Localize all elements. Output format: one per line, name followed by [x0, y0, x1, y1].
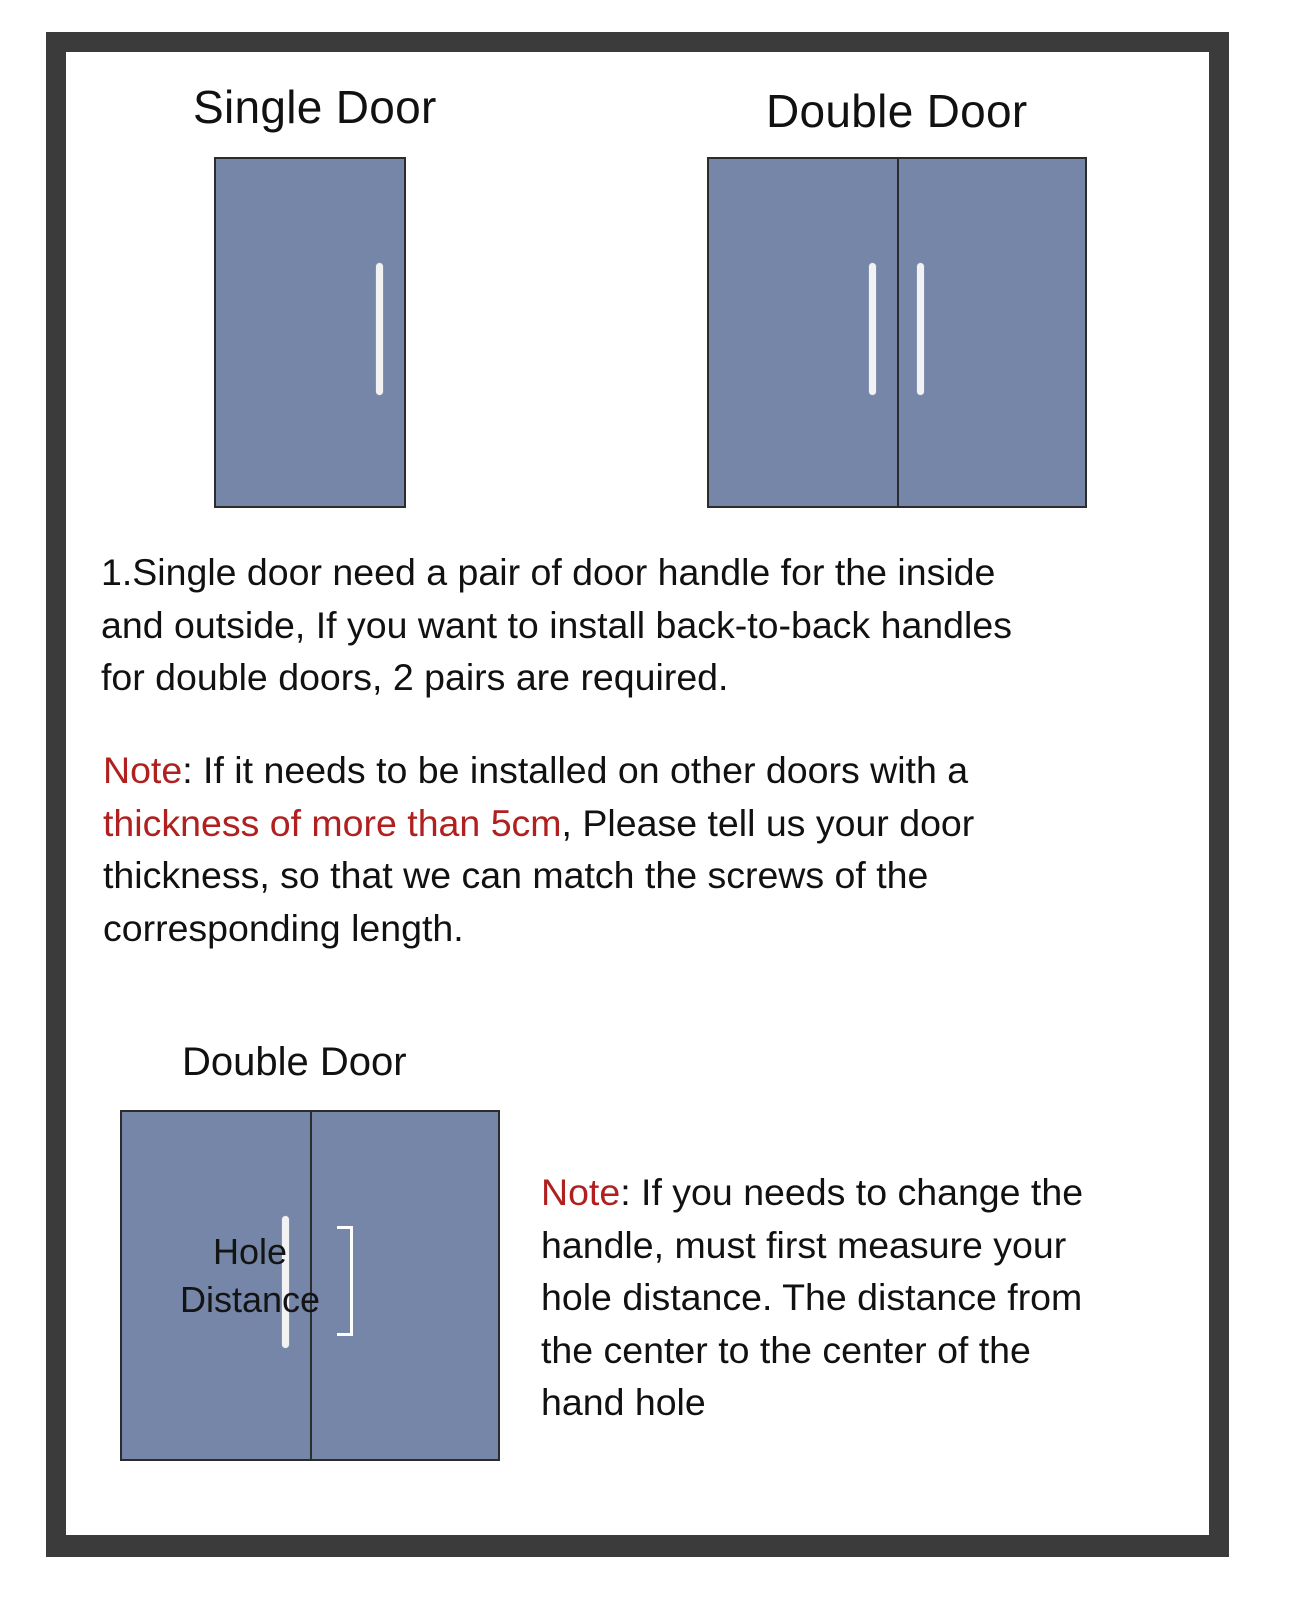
double-door-illustration — [707, 157, 1087, 508]
double-door-center-line — [897, 159, 899, 506]
thickness-note-text-1: : If it needs to be installed on other doors with a — [182, 749, 969, 791]
double-door-right-handle — [917, 263, 924, 395]
hole-label-line-1: Hole — [212, 1231, 288, 1272]
hole-note-line-1 — [541, 1166, 1083, 1219]
double-door-title: Double Door — [766, 85, 1028, 137]
hole-note-line-5: hand hole — [541, 1381, 706, 1423]
hole-label-line-2: Distance — [179, 1279, 321, 1320]
thickness-note-line-4: corresponding length. — [103, 906, 464, 949]
single-door-title: Single Door — [193, 81, 437, 133]
hole-distance-label — [170, 1228, 330, 1324]
thickness-note — [103, 744, 974, 954]
hole-distance-bracket — [337, 1226, 353, 1336]
hole-note-text-1: : If you needs to change the — [620, 1171, 1084, 1213]
thickness-note-line-1 — [103, 744, 974, 797]
single-door-illustration — [214, 157, 406, 508]
thickness-note-line-3: thickness, so that we can match the screws of the — [103, 854, 929, 896]
double-door-left-handle — [869, 263, 876, 395]
thickness-note-text-2: , Please tell us your door — [561, 801, 975, 844]
instruction-line-2: and outside, If you want to install back-to-back handles — [101, 603, 1012, 646]
thickness-highlight: thickness of more than 5cm — [103, 801, 562, 844]
hole-note-line-3: hole distance. The distance from — [541, 1276, 1083, 1318]
thickness-note-line-2 — [103, 797, 974, 850]
hole-note-line-4: the center to the center of the — [541, 1328, 1031, 1371]
hole-note-line-2: handle, must first measure your — [541, 1223, 1067, 1266]
note2-label: Note — [541, 1171, 621, 1213]
note-label: Note — [103, 749, 183, 791]
hole-distance-diagram-title: Double Door — [182, 1040, 407, 1084]
hole-distance-note — [541, 1166, 1083, 1429]
instruction-line-3: for double doors, 2 pairs are required. — [101, 656, 729, 698]
instruction-paragraph — [101, 546, 1012, 704]
instruction-line-1: 1.Single door need a pair of door handle for the inside — [101, 551, 996, 593]
single-door-handle — [376, 263, 383, 395]
